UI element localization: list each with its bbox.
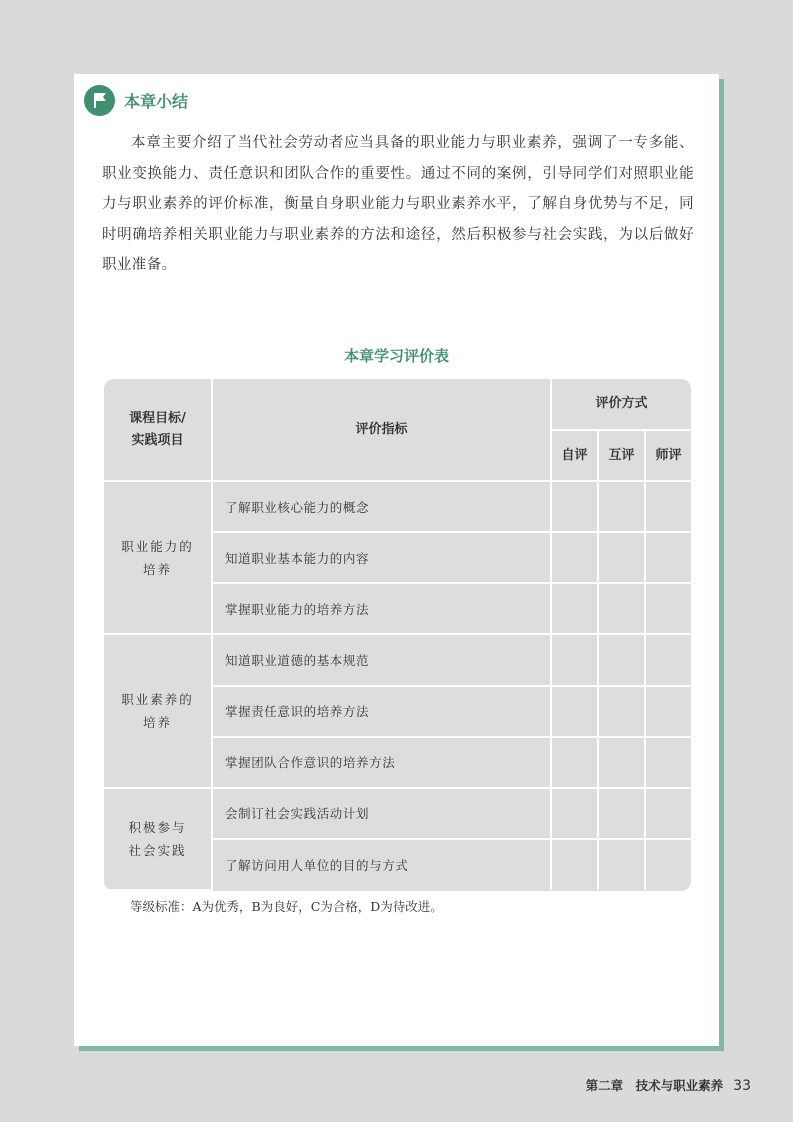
- indicator-cell: 知道职业基本能力的内容: [212, 532, 551, 583]
- indicator-cell: 了解职业核心能力的概念: [212, 481, 551, 532]
- category-cell: [104, 481, 212, 634]
- peer-eval-cell[interactable]: [598, 737, 645, 788]
- header-indicator: 评价指标: [212, 379, 551, 481]
- category-line: 职业能力的: [121, 538, 194, 554]
- peer-eval-cell[interactable]: [598, 788, 645, 839]
- peer-eval-cell[interactable]: [598, 583, 645, 634]
- teacher-eval-cell[interactable]: [645, 686, 691, 737]
- peer-eval-cell[interactable]: [598, 686, 645, 737]
- flag-icon: [84, 85, 115, 116]
- header-goal-line1: 课程目标/: [129, 410, 186, 426]
- indicator-cell: 会制订社会实践活动计划: [212, 788, 551, 839]
- header-method: 评价方式: [551, 379, 691, 430]
- table-title: 本章学习评价表: [343, 347, 449, 365]
- header-goal-line2: 实践项目: [131, 432, 184, 448]
- teacher-eval-cell[interactable]: [645, 737, 691, 788]
- header-self: 自评: [551, 430, 598, 481]
- teacher-eval-cell[interactable]: [645, 839, 691, 890]
- self-eval-cell[interactable]: [551, 737, 598, 788]
- header-teacher: 师评: [645, 430, 691, 481]
- indicator-cell: 掌握团队合作意识的培养方法: [212, 737, 551, 788]
- grading-footnote: 等级标准：A为优秀，B为良好，C为合格，D为待改进。: [130, 899, 443, 914]
- summary-header: [84, 83, 188, 117]
- page-footer: [586, 1076, 751, 1094]
- self-eval-cell[interactable]: [551, 634, 598, 685]
- table-row: [104, 634, 691, 685]
- self-eval-cell[interactable]: [551, 583, 598, 634]
- teacher-eval-cell[interactable]: [645, 481, 691, 532]
- summary-paragraph: 本章主要介绍了当代社会劳动者应当具备的职业能力与职业素养，强调了一专多能、职业变换能力、责任意识和团队合作的重要性。通过不同的案例，引导同学们对照职业能力与职业素养的评价标准，衡量自身职业能力与职业素养水平，了解自身优势与不足，同时明确培养相关职业能力与职业素养的方法和途径，然后积极参与社会实践，为以后做好职业准备。: [102, 135, 694, 273]
- peer-eval-cell[interactable]: [598, 839, 645, 890]
- self-eval-cell[interactable]: [551, 686, 598, 737]
- page-number: 33: [733, 1078, 751, 1094]
- self-eval-cell[interactable]: [551, 788, 598, 839]
- indicator-cell: 了解访问用人单位的目的与方式: [212, 839, 551, 890]
- category-line: 培养: [142, 715, 172, 731]
- indicator-cell: 掌握职业能力的培养方法: [212, 583, 551, 634]
- teacher-eval-cell[interactable]: [645, 788, 691, 839]
- self-eval-cell[interactable]: [551, 839, 598, 890]
- teacher-eval-cell[interactable]: [645, 634, 691, 685]
- indicator-cell: 掌握责任意识的培养方法: [212, 686, 551, 737]
- summary-title: 本章小结: [124, 91, 189, 111]
- peer-eval-cell[interactable]: [598, 634, 645, 685]
- category-line: 社会实践: [128, 842, 187, 858]
- category-line: 职业素养的: [121, 692, 194, 708]
- teacher-eval-cell[interactable]: [645, 583, 691, 634]
- header-peer: 互评: [598, 430, 645, 481]
- table-row: [104, 788, 691, 839]
- evaluation-table: [104, 379, 691, 891]
- peer-eval-cell[interactable]: [598, 532, 645, 583]
- peer-eval-cell[interactable]: [598, 481, 645, 532]
- chapter-label: 第二章 技术与职业素养: [585, 1078, 724, 1093]
- self-eval-cell[interactable]: [551, 532, 598, 583]
- teacher-eval-cell[interactable]: [645, 532, 691, 583]
- page-card: [74, 74, 719, 1046]
- header-goal: [104, 379, 212, 481]
- table-row: [104, 481, 691, 532]
- indicator-cell: 知道职业道德的基本规范: [212, 634, 551, 685]
- self-eval-cell[interactable]: [551, 481, 598, 532]
- category-cell: [104, 788, 212, 890]
- category-cell: [104, 634, 212, 787]
- category-line: 培养: [142, 561, 172, 577]
- category-line: 积极参与: [128, 819, 187, 835]
